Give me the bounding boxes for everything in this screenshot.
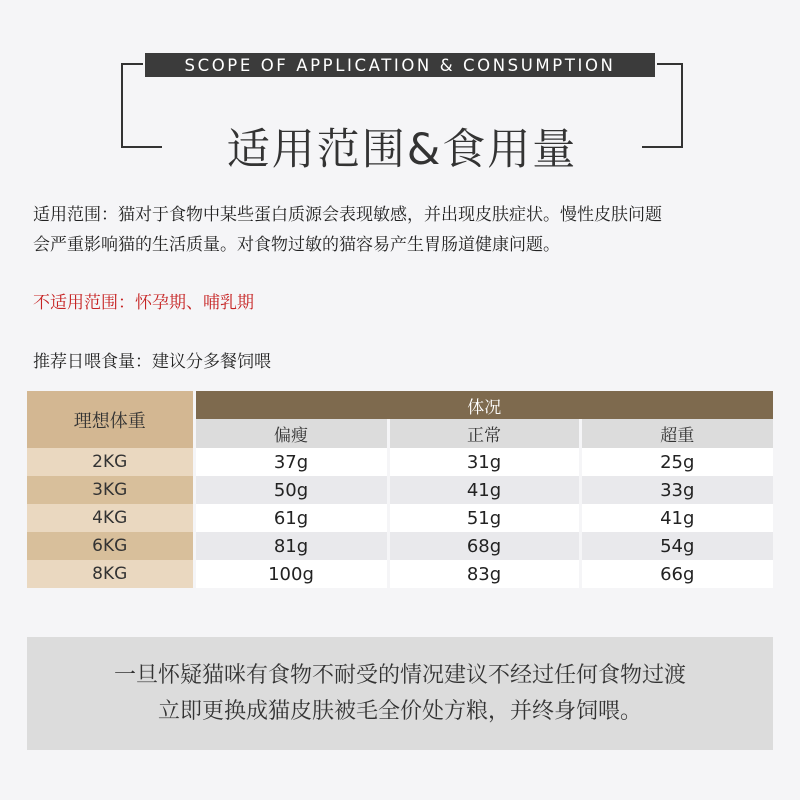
- scope-line-1: 适用范围：猫对于食物中某些蛋白质源会表现敏感，并出现皮肤症状。慢性皮肤问题: [33, 205, 662, 225]
- overweight-cell: 66g: [580, 560, 773, 588]
- scope-line-2: 会严重影响猫的生活质量。对食物过敏的猫容易产生胃肠道健康问题。: [33, 235, 560, 255]
- weight-cell: 3KG: [27, 476, 194, 504]
- header-overweight: 超重: [580, 419, 773, 448]
- notice-line-1: 一旦怀疑猫咪有食物不耐受的情况建议不经过任何食物过渡: [113, 662, 686, 688]
- transition-notice: [27, 637, 773, 750]
- thin-cell: 61g: [194, 504, 388, 532]
- overweight-cell: 54g: [580, 532, 773, 560]
- normal-cell: 68g: [388, 532, 580, 560]
- notice-line-2: 立即更换成猫皮肤被毛全价处方粮，并终身饲喂。: [157, 698, 642, 724]
- thin-cell: 50g: [194, 476, 388, 504]
- overweight-cell: 25g: [580, 448, 773, 476]
- feeding-table: [27, 391, 773, 588]
- weight-cell: 6KG: [27, 532, 194, 560]
- table-row: [27, 560, 773, 588]
- table-row: [27, 476, 773, 504]
- normal-cell: 31g: [388, 448, 580, 476]
- overweight-cell: 33g: [580, 476, 773, 504]
- overweight-cell: 41g: [580, 504, 773, 532]
- table-row: [27, 504, 773, 532]
- chinese-title: 适用范围&食用量: [226, 124, 578, 175]
- header-normal: 正常: [388, 419, 580, 448]
- weight-cell: 8KG: [27, 560, 194, 588]
- thin-cell: 81g: [194, 532, 388, 560]
- scope-paragraph: [33, 200, 773, 260]
- table-row: [27, 448, 773, 476]
- english-title: SCOPE OF APPLICATION & CONSUMPTION: [145, 53, 655, 77]
- weight-cell: 4KG: [27, 504, 194, 532]
- header-thin: 偏瘦: [194, 419, 388, 448]
- normal-cell: 51g: [388, 504, 580, 532]
- thin-cell: 100g: [194, 560, 388, 588]
- normal-cell: 41g: [388, 476, 580, 504]
- header-body-condition: 体况: [194, 391, 773, 419]
- thin-cell: 37g: [194, 448, 388, 476]
- feeding-note: 推荐日喂食量：建议分多餐饲喂: [33, 352, 271, 372]
- unsuitable-paragraph: 不适用范围：怀孕期、哺乳期: [33, 293, 254, 313]
- header-ideal-weight: 理想体重: [27, 391, 194, 448]
- table-row: [27, 532, 773, 560]
- normal-cell: 83g: [388, 560, 580, 588]
- weight-cell: 2KG: [27, 448, 194, 476]
